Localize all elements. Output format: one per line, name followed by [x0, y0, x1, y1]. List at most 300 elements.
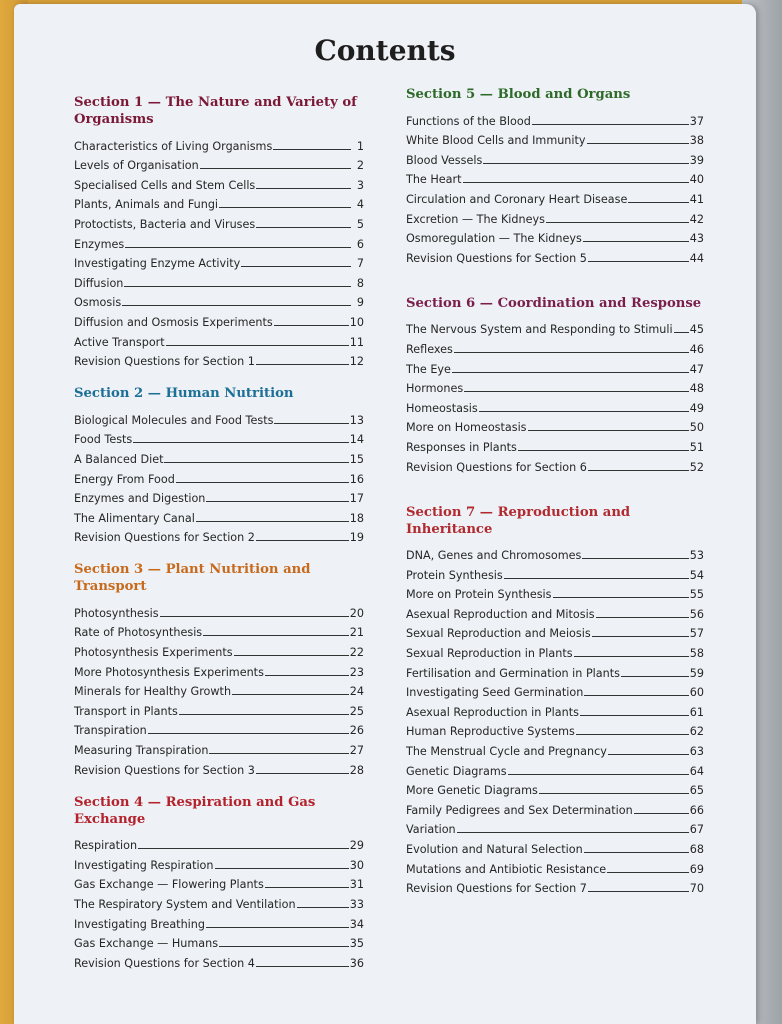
toc-entry	[74, 737, 364, 757]
toc-entry	[406, 797, 704, 817]
entry-title: Photosynthesis	[74, 606, 159, 620]
entry-page-number: 59	[689, 666, 704, 680]
leader-line	[504, 578, 689, 579]
toc-entry	[74, 407, 364, 427]
entry-title: The Nervous System and Responding to Stimuli	[406, 323, 673, 337]
entry-title: Investigating Respiration	[74, 858, 214, 872]
toc-entry	[406, 876, 704, 896]
entry-title: Osmosis	[74, 296, 122, 310]
entry-page-number: 44	[689, 251, 704, 265]
leader-line	[265, 887, 349, 888]
section-4	[74, 794, 364, 970]
leader-line	[608, 754, 689, 755]
leader-line	[582, 558, 688, 559]
toc-entry	[74, 172, 364, 192]
entry-page-number: 65	[689, 784, 704, 798]
section-heading: Section 6 — Coordination and Response	[406, 295, 702, 311]
entry-title: Protein Synthesis	[406, 568, 503, 582]
entry-title: Evolution and Natural Selection	[406, 843, 583, 856]
entry-page-number: 3	[356, 178, 364, 192]
entry-title: Responses in Plants	[406, 440, 517, 454]
toc-entry	[406, 415, 704, 435]
entry-title: Protoctists, Bacteria and Viruses	[74, 217, 256, 231]
toc-entry	[74, 133, 364, 153]
toc-entry	[74, 911, 364, 931]
leader-line	[206, 927, 349, 928]
entry-title: Specialised Cells and Stem Cells	[74, 178, 256, 192]
entry-title: Investigating Breathing	[74, 917, 205, 931]
entry-page-number: 40	[689, 173, 704, 187]
entry-title: Diffusion and Osmosis Experiments	[74, 315, 273, 329]
leader-line	[674, 332, 689, 333]
entry-title: More on Protein Synthesis	[406, 588, 552, 602]
entry-title: Food Tests	[74, 433, 133, 447]
entry-page-number: 56	[689, 607, 704, 621]
leader-line	[583, 241, 689, 242]
toc-entry	[406, 640, 704, 660]
entry-page-number: 39	[689, 153, 704, 167]
toc-entry	[74, 931, 364, 951]
leader-line	[166, 345, 349, 346]
leader-line	[122, 305, 351, 306]
leader-line	[576, 734, 689, 735]
entry-page-number: 22	[349, 646, 364, 660]
entry-page-number: 10	[349, 315, 364, 329]
entry-title: Rate of Photosynthesis	[74, 626, 203, 640]
section-entries	[74, 600, 364, 776]
leader-line	[584, 695, 688, 696]
entry-page-number: 49	[689, 401, 704, 415]
leader-line	[160, 616, 349, 617]
section-entries	[406, 543, 704, 896]
leader-line	[133, 442, 349, 443]
entry-page-number: 70	[689, 882, 704, 896]
section-2	[74, 385, 364, 544]
toc-entry	[406, 128, 704, 148]
entry-title: Fertilisation and Germination in Plants	[406, 666, 620, 680]
toc-entry	[406, 317, 704, 337]
leader-line	[479, 411, 689, 412]
toc-entry	[74, 505, 364, 525]
entry-title: Revision Questions for Section 7	[406, 882, 587, 896]
entry-page-number: 67	[689, 823, 704, 837]
leader-line	[634, 813, 689, 814]
section-entries	[74, 833, 364, 970]
toc-entry	[406, 167, 704, 187]
leader-line	[256, 188, 351, 189]
entry-page-number: 21	[349, 626, 364, 640]
leader-line	[256, 364, 349, 365]
leader-line	[588, 891, 689, 892]
leader-line	[274, 325, 349, 326]
entry-title: DNA, Genes and Chromosomes	[406, 549, 582, 563]
leader-line	[574, 656, 689, 657]
leader-line	[463, 182, 689, 183]
toc-entry	[406, 601, 704, 621]
toc-entry	[406, 719, 704, 739]
page-title: Contents	[314, 34, 456, 67]
leader-line	[588, 470, 689, 471]
entry-page-number: 7	[356, 257, 364, 271]
entry-page-number: 52	[689, 460, 704, 474]
leader-line	[203, 635, 349, 636]
entry-page-number: 8	[356, 276, 364, 290]
entry-title: The Heart	[406, 173, 462, 187]
toc-entry	[406, 582, 704, 602]
toc-entry	[406, 108, 704, 128]
entry-page-number: 13	[349, 413, 364, 427]
entry-page-number: 66	[689, 803, 704, 817]
toc-entry	[74, 211, 364, 231]
toc-entry	[74, 466, 364, 486]
toc-entry	[74, 427, 364, 447]
leader-line	[256, 227, 351, 228]
entry-title: The Alimentary Canal	[74, 511, 195, 525]
toc-entry	[74, 950, 364, 970]
toc-entry	[74, 251, 364, 271]
entry-title: Measuring Transpiration	[74, 744, 209, 758]
entry-title: Plants, Animals and Fungi	[74, 198, 219, 212]
leader-line	[508, 774, 689, 775]
entry-title: Levels of Organisation	[74, 159, 199, 173]
entry-title: A Balanced Diet	[74, 452, 164, 466]
toc-entry	[406, 395, 704, 415]
entry-page-number: 35	[349, 937, 364, 951]
toc-entry	[406, 817, 704, 837]
toc-entry	[74, 231, 364, 251]
toc-entry	[74, 757, 364, 777]
entry-title: Revision Questions for Section 3	[74, 763, 255, 777]
toc-entry	[406, 562, 704, 582]
toc-entry	[406, 836, 704, 856]
toc-entry	[406, 699, 704, 719]
entry-page-number: 33	[349, 898, 364, 911]
leader-line	[274, 423, 348, 424]
entry-title: Investigating Seed Germination	[406, 686, 584, 700]
entry-title: Osmoregulation — The Kidneys	[406, 232, 582, 246]
entry-title: Revision Questions for Section 1	[74, 355, 255, 369]
entry-title: Gas Exchange — Humans	[74, 937, 219, 951]
entry-title: Revision Questions for Section 5	[406, 251, 587, 265]
leader-line	[125, 247, 351, 248]
toc-entry	[74, 309, 364, 329]
toc-entry	[406, 660, 704, 680]
entry-title: More Photosynthesis Experiments	[74, 665, 264, 679]
entry-title: Characteristics of Living Organisms	[74, 139, 273, 153]
leader-line	[452, 372, 689, 373]
toc-entry	[406, 206, 704, 226]
toc-entry	[74, 891, 364, 911]
leader-line	[138, 848, 349, 849]
leader-line	[518, 450, 689, 451]
entry-title: Family Pedigrees and Sex Determination	[406, 803, 633, 817]
entry-title: Enzymes and Digestion	[74, 492, 206, 506]
leader-line	[607, 872, 689, 873]
entry-page-number: 62	[689, 725, 704, 739]
entry-page-number: 31	[349, 878, 364, 892]
entry-title: Enzymes	[74, 237, 125, 251]
leader-line	[164, 462, 348, 463]
section-heading: Section 4 — Respiration and Gas Exchange	[74, 794, 316, 827]
toc-entry	[406, 245, 704, 265]
entry-page-number: 61	[689, 705, 704, 719]
section-heading: Section 3 — Plant Nutrition and Transport	[74, 562, 311, 595]
entry-title: Revision Questions for Section 6	[406, 460, 587, 474]
entry-page-number: 12	[349, 355, 364, 369]
entry-title: Biological Molecules and Food Tests	[74, 413, 274, 427]
toc-entry	[406, 454, 704, 474]
entry-page-number: 34	[349, 917, 364, 931]
entry-page-number: 6	[356, 237, 364, 251]
leader-line	[457, 832, 689, 833]
entry-title: Circulation and Coronary Heart Disease	[406, 192, 628, 206]
leader-line	[464, 391, 689, 392]
entry-page-number: 29	[349, 839, 364, 853]
entry-page-number: 2	[356, 159, 364, 173]
entry-title: Functions of the Blood	[406, 114, 531, 128]
toc-entry	[74, 446, 364, 466]
entry-title: Asexual Reproduction in Plants	[406, 705, 579, 719]
toc-entry	[74, 270, 364, 290]
leader-line	[596, 617, 689, 618]
toc-entry	[74, 329, 364, 349]
toc-entry	[74, 600, 364, 620]
leader-line	[546, 222, 689, 223]
entry-page-number: 51	[689, 440, 704, 454]
toc-entry	[74, 290, 364, 310]
left-column	[74, 94, 364, 987]
toc-entry	[74, 192, 364, 212]
entry-page-number: 48	[689, 382, 704, 396]
leader-line	[124, 286, 351, 287]
entry-page-number: 69	[689, 862, 704, 876]
leader-line	[179, 714, 349, 715]
entry-page-number: 18	[349, 511, 364, 525]
toc-entry	[74, 525, 364, 545]
toc-entry	[406, 543, 704, 563]
entry-title: Revision Questions for Section 2	[74, 531, 255, 545]
leader-line	[232, 694, 349, 695]
entry-title: Transport in Plants	[74, 704, 178, 718]
entry-page-number: 5	[356, 217, 364, 231]
toc-entry	[74, 486, 364, 506]
leader-line	[196, 521, 349, 522]
leader-line	[215, 868, 349, 869]
entry-page-number: 25	[349, 704, 364, 718]
leader-line	[273, 149, 351, 150]
leader-line	[209, 753, 348, 754]
toc-entry	[406, 336, 704, 356]
entry-title: Transpiration	[74, 724, 147, 738]
toc-entry	[74, 620, 364, 640]
toc-entry	[406, 778, 704, 798]
entry-title: Gas Exchange — Flowering Plants	[74, 878, 264, 892]
leader-line	[580, 715, 689, 716]
entry-title: Energy From Food	[74, 472, 175, 486]
toc-entry	[74, 833, 364, 853]
entry-title: Asexual Reproduction and Mitosis	[406, 607, 595, 621]
entry-title: More on Homeostasis	[406, 421, 527, 435]
entry-page-number: 19	[349, 531, 364, 545]
entry-title: Hormones	[406, 382, 464, 396]
entry-page-number: 46	[689, 342, 704, 356]
toc-entry	[406, 680, 704, 700]
section-heading: Section 7 — Reproduction and Inheritance	[406, 504, 631, 537]
entry-title: Reflexes	[406, 342, 453, 356]
leader-line	[234, 655, 349, 656]
section-3	[74, 561, 364, 776]
toc-entry	[74, 153, 364, 173]
entry-page-number: 38	[689, 134, 704, 148]
entry-title: Photosynthesis Experiments	[74, 646, 233, 660]
section-entries	[406, 108, 704, 265]
toc-entry	[406, 376, 704, 396]
entry-page-number: 23	[349, 665, 364, 679]
entry-page-number: 43	[689, 232, 704, 246]
entry-page-number: 4	[356, 198, 364, 212]
leader-line	[454, 352, 689, 353]
entry-page-number: 64	[689, 764, 704, 778]
entry-page-number: 60	[689, 686, 704, 700]
entry-title: Blood Vessels	[406, 153, 483, 167]
toc-entry	[74, 852, 364, 872]
entry-page-number: 16	[349, 472, 364, 486]
section-6	[406, 295, 704, 474]
toc-entry	[406, 621, 704, 641]
entry-title: Mutations and Antibiotic Resistance	[406, 862, 607, 876]
entry-title: More Genetic Diagrams	[406, 784, 538, 798]
entry-page-number: 9	[356, 296, 364, 310]
toc-entry	[74, 718, 364, 738]
entry-page-number: 15	[349, 452, 364, 466]
entry-page-number: 11	[349, 335, 364, 349]
entry-title: Sexual Reproduction in Plants	[406, 647, 573, 661]
section-entries	[74, 407, 364, 544]
toc-entry	[74, 698, 364, 718]
leader-line	[621, 676, 689, 677]
entry-title: Active Transport	[74, 335, 165, 349]
entry-title: Respiration	[74, 839, 138, 853]
leader-line	[219, 946, 349, 947]
toc-entry	[406, 147, 704, 167]
leader-line	[628, 202, 688, 203]
entry-page-number: 53	[689, 549, 704, 563]
toc-entry	[74, 872, 364, 892]
entry-page-number: 20	[349, 606, 364, 620]
section-heading: Section 5 — Blood and Organs	[406, 87, 631, 102]
section-entries	[74, 133, 364, 368]
toc-entry	[406, 186, 704, 206]
section-1	[74, 94, 364, 368]
leader-line	[265, 675, 349, 676]
toc-entry	[406, 758, 704, 778]
leader-line	[176, 482, 349, 483]
entry-page-number: 50	[689, 421, 704, 435]
leader-line	[219, 207, 351, 208]
entry-page-number: 47	[689, 362, 704, 376]
entry-page-number: 58	[689, 647, 704, 661]
leader-line	[584, 852, 689, 853]
entry-title: Genetic Diagrams	[406, 764, 507, 778]
entry-title: Variation	[406, 823, 456, 837]
toc-entry	[74, 679, 364, 699]
entry-title: Diffusion	[74, 276, 124, 290]
entry-page-number: 63	[689, 745, 704, 759]
leader-line	[297, 907, 349, 908]
leader-line	[241, 266, 351, 267]
toc-entry	[406, 434, 704, 454]
entry-page-number: 14	[349, 433, 364, 447]
entry-title: White Blood Cells and Immunity	[406, 134, 586, 148]
entry-page-number: 57	[689, 627, 704, 641]
entry-title: The Eye	[406, 362, 451, 376]
leader-line	[587, 143, 689, 144]
leader-line	[588, 261, 689, 262]
entry-title: Revision Questions for Section 4	[74, 956, 255, 970]
leader-line	[528, 430, 689, 431]
entry-title: Sexual Reproduction and Meiosis	[406, 627, 591, 641]
entry-page-number: 1	[356, 139, 364, 153]
entry-page-number: 28	[349, 763, 364, 777]
entry-page-number: 55	[689, 588, 704, 602]
leader-line	[532, 124, 689, 125]
entry-page-number: 41	[689, 192, 704, 206]
section-heading: Section 1 — The Nature and Variety of Organisms	[74, 95, 357, 127]
section-heading: Section 2 — Human Nutrition	[74, 386, 294, 402]
leader-line	[148, 733, 349, 734]
toc-entry	[406, 356, 704, 376]
toc-entry	[406, 738, 704, 758]
leader-line	[256, 966, 349, 967]
toc-entry	[74, 659, 364, 679]
toc-entry	[74, 639, 364, 659]
entry-page-number: 45	[689, 323, 704, 337]
entry-title: Minerals for Healthy Growth	[74, 685, 232, 699]
entry-page-number: 54	[689, 568, 704, 582]
entry-page-number: 26	[349, 724, 364, 738]
toc-entry	[406, 226, 704, 246]
entry-page-number: 24	[349, 685, 364, 699]
leader-line	[539, 793, 689, 794]
leader-line	[483, 163, 688, 164]
section-7	[406, 504, 704, 896]
leader-line	[206, 501, 348, 502]
entry-page-number: 17	[349, 492, 364, 506]
entry-page-number: 36	[349, 956, 364, 970]
toc-entry	[406, 856, 704, 876]
leader-line	[256, 540, 349, 541]
leader-line	[200, 168, 351, 169]
leader-line	[592, 636, 689, 637]
entry-page-number: 68	[689, 843, 704, 856]
section-5	[406, 86, 704, 265]
contents-page	[14, 4, 756, 1024]
entry-title: Homeostasis	[406, 401, 478, 415]
entry-page-number: 27	[349, 744, 364, 758]
entry-title: Investigating Enzyme Activity	[74, 257, 241, 271]
section-entries	[406, 317, 704, 474]
leader-line	[553, 597, 689, 598]
entry-title: The Menstrual Cycle and Pregnancy	[406, 745, 607, 759]
entry-title: The Respiratory System and Ventilation	[74, 898, 296, 911]
toc-entry	[74, 349, 364, 369]
entry-page-number: 42	[689, 212, 704, 226]
entry-page-number: 37	[689, 114, 704, 128]
entry-title: Excretion — The Kidneys	[406, 212, 545, 226]
right-column	[406, 86, 704, 913]
entry-page-number: 30	[349, 858, 364, 872]
entry-title: Human Reproductive Systems	[406, 725, 575, 739]
